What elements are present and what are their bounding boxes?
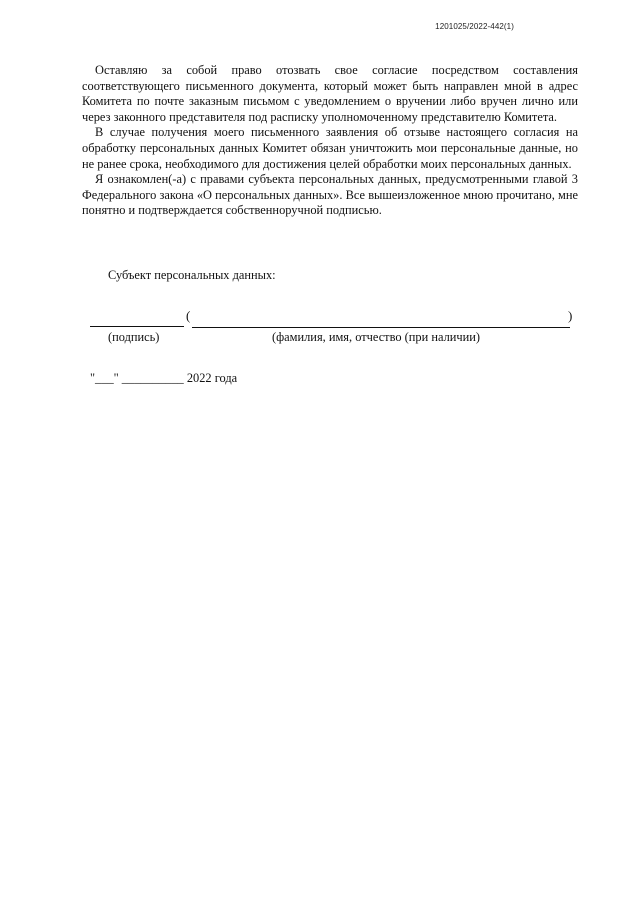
open-paren: ( xyxy=(186,308,191,323)
signature-caption: (подпись) xyxy=(108,330,160,344)
full-name-line xyxy=(192,327,570,328)
full-name-caption: (фамилия, имя, отчество (при наличии) xyxy=(272,330,481,344)
document-body xyxy=(82,63,578,219)
document-id: 1201025/2022-442(1) xyxy=(435,22,514,31)
paragraph-destruction: В случае получения моего письменного заявления об отзыве настоящего согласия на обработку персональных данных Комитет обязан уничтожить мои персональные данные, но не ранее срока, необходимого для достижения целей обработки моих персональных данных. xyxy=(82,125,578,171)
signature-line xyxy=(90,326,184,327)
paragraph-revocation: Оставляю за собой право отозвать свое согласие посредством составления соответствующего письменного документа, который может быть направлен мной в адрес Комитета по почте заказным письмом с уведомлением о вручении либо вручен лично или через законного представителя под расписку уполномоченному представителю Комитета. xyxy=(82,63,578,124)
date-line: "___" __________ 2022 года xyxy=(90,371,238,385)
close-paren: ) xyxy=(568,308,573,323)
subject-label: Субъект персональных данных: xyxy=(108,268,276,282)
paragraph-acknowledgement: Я ознакомлен(-а) с правами субъекта персональных данных, предусмотренными главой 3 Федерального закона «О персональных данных». Все вышеизложенное мною прочитано, мне понятно и подтверждается собственноручной подписью. xyxy=(82,172,578,218)
